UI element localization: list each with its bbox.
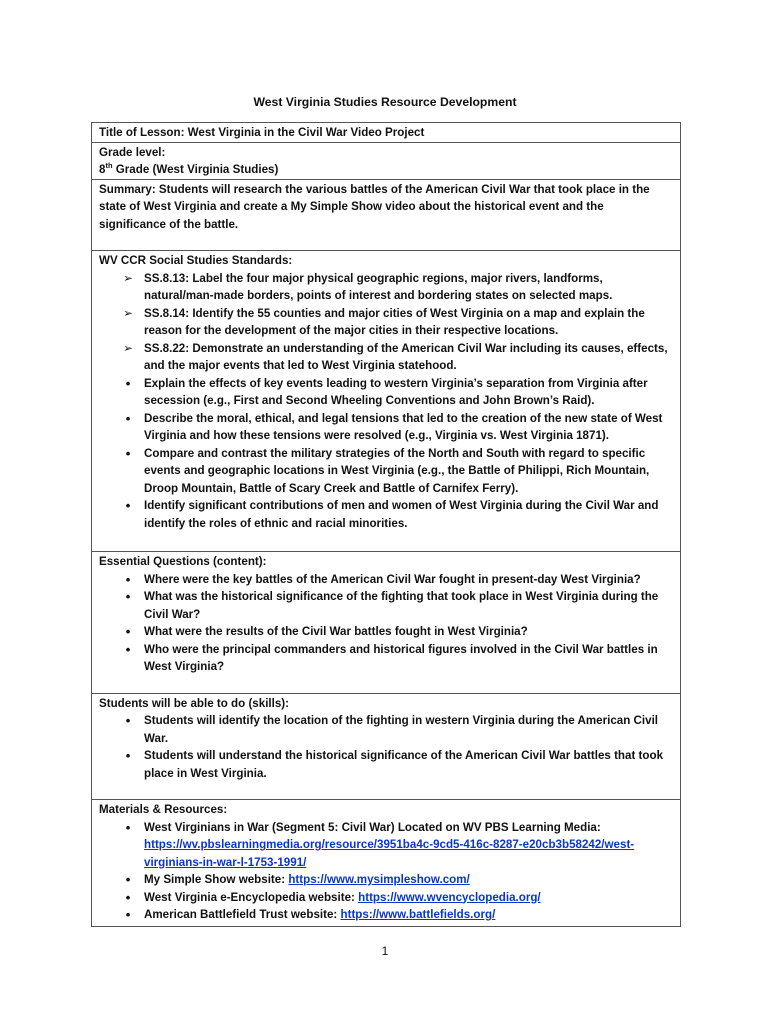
material-link[interactable]: https://www.battlefields.org/ [340, 908, 496, 921]
bullet-icon: • [125, 641, 131, 657]
essential-question-text: Who were the principal commanders and historical figures involved in the Civil War battles in West Virginia? [144, 642, 658, 673]
grade-suffix: th [105, 161, 113, 171]
essential-question-text: What was the historical significance of the fighting that took place in West Virginia during the Civil War? [144, 590, 659, 621]
standard-text: Identify significant contributions of men and women of West Virginia during the Civil War and identify the roles of ethnic and racial minorities. [144, 499, 659, 530]
summary-text: Summary: Students will research the various battles of the American Civil War that took place in the state of West Virginia and create a My Simple Show video about the historical event and the significance of the battle. [99, 182, 650, 231]
material-text: My Simple Show website: [144, 873, 289, 886]
material-link[interactable]: https://wv.pbslearningmedia.org/resource/3951ba4c-9cd5-416c-8287-e20cb3b58242/west-virginians-in-war-l-1753-1991/ [144, 838, 635, 869]
bullet-icon: • [125, 907, 131, 922]
material-link[interactable]: https://www.mysimpleshow.com/ [288, 873, 470, 886]
bullet-icon: • [125, 589, 131, 604]
standard-text: SS.8.14: Identify the 55 counties and major cities of West Virginia on a map and explain the reason for the development of the major cities in their respective locations. [144, 306, 645, 337]
bullet-icon: • [125, 410, 131, 426]
standard-text: Explain the effects of key events leading to western Virginia’s separation from Virginia after secession (e.g., First and Second Wheeling Conventions and John Brown’s Raid). [144, 376, 648, 407]
grade-level-value [99, 161, 673, 179]
essential-question-item [99, 641, 673, 676]
standards-cell [92, 251, 680, 552]
grade-description: Grade (West Virginia Studies) [112, 163, 279, 176]
page-number: 1 [381, 944, 389, 958]
essential-question-item [99, 588, 673, 623]
material-item [99, 871, 673, 889]
lesson-title: Title of Lesson: West Virginia in the Civil War Video Project [99, 126, 425, 139]
skill-text: Students will understand the historical significance of the American Civil War battles that took place in West Virginia. [144, 749, 664, 780]
bullet-icon: • [125, 819, 131, 835]
skill-item [99, 747, 673, 782]
skills-heading: Students will be able to do (skills): [99, 696, 290, 710]
arrow-bullet-icon: ➢ [123, 306, 133, 320]
material-text: West Virginia e-Encyclopedia website: [144, 890, 359, 904]
summary-cell [92, 180, 680, 252]
standard-item [99, 497, 673, 532]
material-item [99, 889, 673, 907]
essential-question-text: Where were the key battles of the American Civil War fought in present-day West Virginia? [144, 572, 641, 586]
essential-question-item [99, 623, 673, 641]
standards-list [99, 270, 673, 533]
standard-item [99, 375, 673, 410]
essential-question-text: What were the results of the Civil War battles fought in West Virginia? [144, 625, 528, 638]
materials-list [99, 819, 673, 924]
standards-heading: WV CCR Social Studies Standards: [99, 254, 293, 267]
bullet-icon: • [125, 872, 131, 887]
standard-item [99, 340, 673, 375]
standard-item [99, 410, 673, 445]
standard-text: SS.8.13: Label the four major physical geographic regions, major rivers, landforms, natural/man-made borders, points of interest and bordering states on selected maps. [144, 271, 613, 302]
bullet-icon: • [125, 624, 131, 639]
grade-number: 8 [99, 163, 106, 176]
bullet-icon: • [125, 571, 131, 587]
standard-text: Compare and contrast the military strategies of the North and South with regard to specific events and geographic locations in West Virginia (e.g., the Battle of Philippi, Rich Mountain, Droop Mountain, Battle of Scary Creek and Battle of Carnifex Ferry). [144, 446, 650, 495]
skill-text: Students will identify the location of the fighting in western Virginia during the American Civil War. [144, 714, 659, 745]
material-item [99, 906, 673, 924]
material-text: West Virginians in War (Segment 5: Civil War) Located on WV PBS Learning Media: [144, 820, 601, 834]
bullet-icon: • [125, 713, 131, 728]
skills-cell [92, 694, 680, 801]
essential-question-item [99, 571, 673, 589]
materials-heading: Materials & Resources: [99, 803, 228, 816]
document-title: West Virginia Studies Resource Development [253, 95, 517, 109]
materials-cell [92, 800, 680, 927]
bullet-icon: • [125, 375, 131, 391]
bullet-icon: • [125, 498, 131, 513]
standard-text: SS.8.22: Demonstrate an understanding of the American Civil War including its causes, effects, and the major events that led to West Virginia statehood. [144, 341, 668, 372]
bullet-icon: • [125, 889, 131, 905]
standard-item [99, 270, 673, 305]
standard-item [99, 305, 673, 340]
arrow-bullet-icon: ➢ [123, 341, 133, 355]
material-text: American Battlefield Trust website: [144, 908, 341, 921]
skill-item [99, 712, 673, 747]
skills-list [99, 712, 673, 782]
essential-questions-heading: Essential Questions (content): [99, 555, 267, 568]
material-item [99, 819, 673, 872]
lesson-title-cell [92, 123, 680, 143]
bullet-icon: • [125, 748, 131, 763]
lesson-table [91, 122, 681, 927]
material-link[interactable]: https://www.wvencyclopedia.org/ [358, 890, 541, 904]
grade-level-cell [92, 143, 680, 180]
standard-text: Describe the moral, ethical, and legal tensions that led to the creation of the new state of West Virginia and how these tensions were resolved (e.g., Virginia vs. West Virginia 1871). [144, 411, 663, 442]
arrow-bullet-icon: ➢ [123, 271, 133, 285]
grade-level-label: Grade level: [99, 145, 166, 159]
essential-questions-list [99, 571, 673, 676]
bullet-icon: • [125, 445, 131, 461]
standard-item [99, 445, 673, 498]
essential-questions-cell [92, 552, 680, 694]
